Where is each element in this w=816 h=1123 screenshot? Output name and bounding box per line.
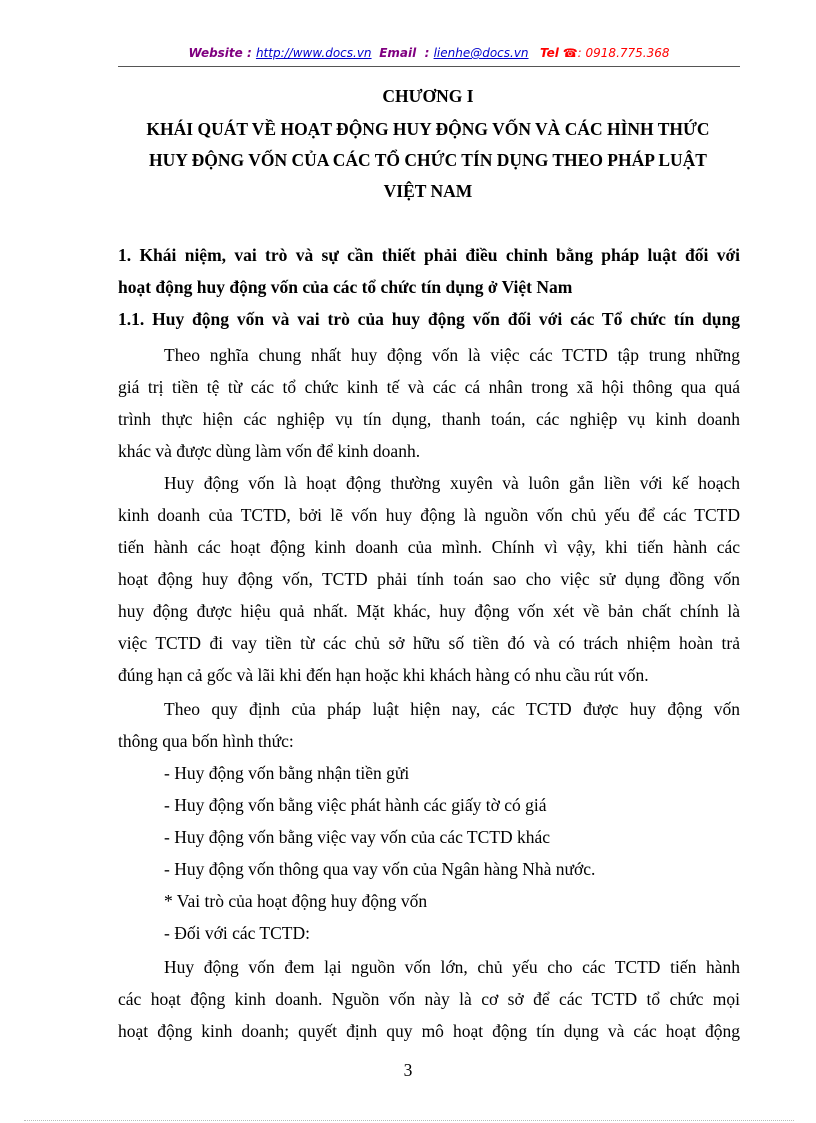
body-line: tiến hành các hoạt động kinh doanh của mình. Chính vì vậy, khi tiến hành các	[118, 537, 740, 557]
tel-label: Tel	[540, 46, 559, 60]
page-header: Website : http://www.docs.vn Email : lienhe@docs.vn Tel ☎: 0918.775.368	[188, 46, 670, 60]
body-line: hoạt động huy động vốn, TCTD phải tính toán sao cho việc sử dụng đồng vốn	[118, 569, 740, 589]
header-divider	[118, 66, 740, 67]
body-line: việc TCTD đi vay tiền từ các chủ sở hữu số tiền đó và có trách nhiệm hoàn trả	[118, 633, 740, 653]
body-line: hoạt động kinh doanh; quyết định quy mô hoạt động tín dụng và các hoạt động	[118, 1021, 740, 1041]
list-item: - Huy động vốn thông qua vay vốn của Ngân hàng Nhà nước.	[164, 859, 596, 879]
subsection-heading: 1.1. Huy động vốn và vai trò của huy động vốn đối với các Tổ chức tín dụng	[118, 309, 740, 329]
body-line: đúng hạn cả gốc và lãi khi đến hạn hoặc khi khách hàng có nhu cầu rút vốn.	[118, 665, 649, 685]
chapter-title-line: KHÁI QUÁT VỀ HOẠT ĐỘNG HUY ĐỘNG VỐN VÀ CÁC HÌNH THỨC	[146, 119, 710, 139]
list-item: - Đối với các TCTD:	[164, 923, 310, 943]
chapter-number: CHƯƠNG I	[382, 86, 474, 106]
list-item: * Vai trò của hoạt động huy động vốn	[164, 891, 428, 911]
email-link[interactable]: lienhe@docs.vn	[433, 46, 529, 60]
page-bottom-border	[24, 1120, 794, 1121]
body-line: thông qua bốn hình thức:	[118, 731, 294, 751]
body-line: Huy động vốn là hoạt động thường xuyên và luôn gắn liền với kế hoạch	[164, 473, 740, 493]
body-line: các hoạt động kinh doanh. Nguồn vốn này là cơ sở để các TCTD tổ chức mọi	[118, 989, 740, 1009]
section-heading: 1. Khái niệm, vai trò và sự cần thiết phải điều chỉnh bằng pháp luật đối với	[118, 245, 740, 265]
phone-number: : 0918.775.368	[577, 46, 670, 60]
list-item: - Huy động vốn bằng việc phát hành các giấy tờ có giá	[164, 795, 547, 815]
website-label: Website	[188, 46, 243, 60]
body-line: huy động được hiệu quả nhất. Mặt khác, huy động vốn xét về bản chất chính là	[118, 601, 740, 621]
phone-icon: ☎	[562, 46, 578, 60]
website-link[interactable]: http://www.docs.vn	[255, 46, 372, 60]
list-item: - Huy động vốn bằng việc vay vốn của các TCTD khác	[164, 827, 551, 847]
chapter-title-line: HUY ĐỘNG VỐN CỦA CÁC TỔ CHỨC TÍN DỤNG THEO PHÁP LUẬT	[149, 150, 707, 170]
page-number: 3	[403, 1060, 413, 1080]
body-line: Huy động vốn đem lại nguồn vốn lớn, chủ yếu cho các TCTD tiến hành	[164, 957, 740, 977]
body-line: Theo quy định của pháp luật hiện nay, các TCTD được huy động vốn	[164, 699, 740, 719]
list-item: - Huy động vốn bằng nhận tiền gửi	[164, 763, 410, 783]
body-line: kinh doanh của TCTD, bởi lẽ vốn huy động là nguồn vốn chủ yếu để các TCTD	[118, 505, 740, 525]
email-label: Email	[379, 46, 417, 60]
section-heading: hoạt động huy động vốn của các tổ chức tín dụng ở Việt Nam	[118, 277, 573, 297]
chapter-title-line: VIỆT NAM	[383, 181, 473, 201]
body-line: Theo nghĩa chung nhất huy động vốn là việc các TCTD tập trung những	[164, 345, 740, 365]
body-line: khác và được dùng làm vốn để kinh doanh.	[118, 441, 421, 461]
body-line: giá trị tiền tệ từ các tổ chức kinh tế và các cá nhân trong xã hội thông qua quá	[118, 377, 740, 397]
body-line: trình thực hiện các nghiệp vụ tín dụng, thanh toán, các nghiệp vụ kinh doanh	[118, 409, 740, 429]
